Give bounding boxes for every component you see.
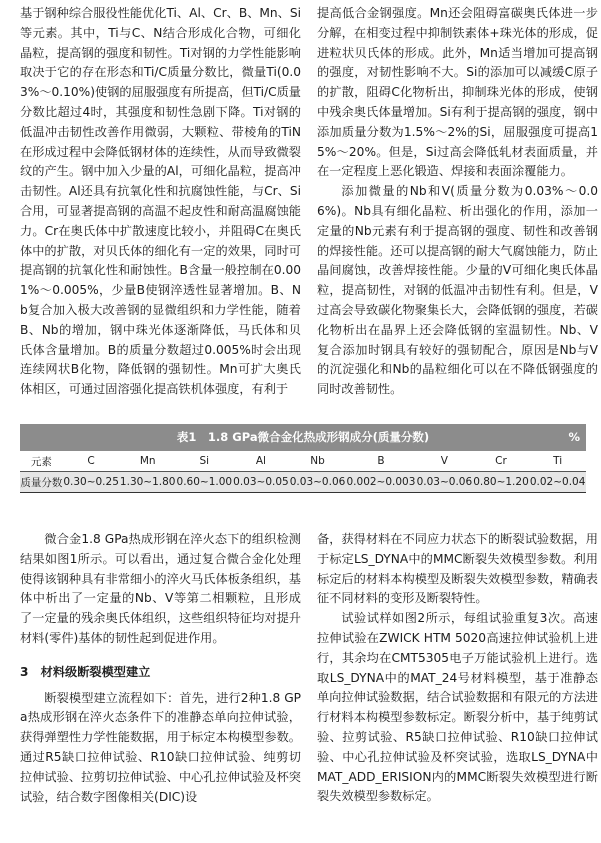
header-ti: Ti xyxy=(553,455,563,467)
cell-cr: 0.80~1.20 xyxy=(473,476,529,488)
cell-al: 0.03~0.05 xyxy=(233,476,289,488)
left-column-bottom xyxy=(20,530,301,807)
paragraph-test-specimens: 试验试样如图2所示，每组试验重复3次。高速拉伸试验在ZWICK HTM 5020高速拉伸试验机上进行，其余均在CMT5305电子万能试验机上进行。选取LS_DYNA中的MAT_24号材料模型，基于准静态单向拉伸试验数据，结合试验数据和有限元的方法进行材料本构模型参数标定。断裂分析中，基于纯剪试验、拉剪试验、R5缺口拉伸试验、R10缺口拉伸试验、中心孔拉伸试验及杯突试验，选取LS_DYNA中MAT_ADD_ERISION内的MMC断裂失效模型进行断裂失效模型参数标定。 xyxy=(317,611,598,804)
header-cr: Cr xyxy=(495,455,507,467)
row-label: 质量分数 xyxy=(20,476,63,489)
table-title-bar xyxy=(20,424,586,451)
cell-v: 0.03~0.06 xyxy=(416,476,473,488)
header-nb: Nb xyxy=(310,455,325,467)
cell-ti: 0.02~0.04 xyxy=(529,476,586,488)
header-al: Al xyxy=(255,455,266,467)
cell-mn: 1.30~1.80 xyxy=(119,476,176,488)
cell-b: 0.002~0.003 xyxy=(346,476,416,488)
table-row xyxy=(20,472,586,493)
paragraph-microstructure: 微合金1.8 GPa热成形钢在淬火态下的组织检测结果如图1所示。可以看出，通过复合微合金化处理使得该钢种具有非常细小的淬火马氏体板条组织，基体中析出了一定量的Nb、V等第二相颗粒，且形成了一定量的残余奥氏体组织，这些组织特征均对提升材料(零件)基体的韧性起到促进作用。 xyxy=(20,532,301,645)
right-column-top xyxy=(317,4,598,400)
table-unit: % xyxy=(568,430,580,444)
paragraph-nb-v: 添加微量的Nb和V(质量分数为0.03%～0.06%)。Nb具有细化晶粒、析出强化的作用，添加一定量的Nb元素有利于提高钢的强度、韧性和改善钢的焊接性能。还可以提高钢的耐大气腐蚀能力，防止晶间腐蚀，改善焊接性能。少量的V可细化奥氏体晶粒，提高韧性，对钢的低温冲击韧性有利。但是，V过高会导致碳化物聚集长大，会降低钢的强度，若碳化物析出在晶界上还会降低钢的室温韧性。Nb、V复合添加时钢具有较好的强韧配合，原因是Nb与V的沉淀强化和Nb的晶粒细化可以在不降低钢强度的同时改善韧性。 xyxy=(317,184,598,397)
paragraph-mmc-calibration: 备，获得材料在不同应力状态下的断裂试验数据，用于标定LS_DYNA中的MMC断裂失效模型参数。利用标定后的材料本构模型及断裂失效模型参数，精确表征不同材料的变形及断裂特性。 xyxy=(317,532,598,606)
right-column-bottom xyxy=(317,530,598,807)
paragraph-alloying-elements: 基于钢种综合服役性能优化Ti、Al、Cr、B、Mn、Si等元素。其中，Ti与C、N结合形成化合物，可细化晶粒，提高钢的强度和韧性。Ti对钢的力学性能影响取决于它的存在形态和Ti/C质量分数比，微量Ti(0.03%～0.10%)使钢的屈服强度有所提高，但Ti/C质量分数比超过4时，其强度和韧性急剧下降。Ti对钢的低温冲击韧性改善作用微弱，大颗粒、带棱角的TiN在形成过程中会降低钢材体的连续性，从而导致微裂纹的产生。钢中加入少量的Al，可细化晶粒，提高冲击韧性。Al还具有抗氧化性和抗腐蚀性能，与Cr、Si合用，可显著提高钢的高温不起皮性和耐高温腐蚀能力。Cr在奥氏体中扩散速度比较小，并阻碍C在奥氏体中的扩散，对贝氏体的细化有一定的效果，同时可提高钢的抗氧化性和耐蚀性。B含量一般控制在0.001%～0.005%，少量B使钢淬透性显著增加。B、Nb复合加入极大改善钢的显微组织和力学性能，随着B、Nb的增加，钢中珠光体逐渐降低，马氏体和贝氏体含量增加。B的质量分数超过0.005%时会出现连续网状B化物，降低钢的强韧性。Mn可扩大奥氏体相区，可通过固溶强化提高铁机体强度，有利于 xyxy=(20,6,301,397)
cell-c: 0.30~0.25 xyxy=(63,476,119,488)
paragraph-fracture-model: 断裂模型建立流程如下：首先，进行2种1.8 GPa热成形钢在淬火态条件下的准静态单向拉伸试验，获得弹塑性力学性能数据，用于标定本构模型参数。通过R5缺口拉伸试验、R10缺口拉伸试验、纯剪切拉伸试验、拉剪切拉伸试验、中心孔拉伸试验及杯突试验，结合数字图像相关(DIC)设 xyxy=(20,690,301,804)
header-si: Si xyxy=(199,455,210,467)
section-heading: 3 材料级断裂模型建立 xyxy=(20,664,151,679)
composition-grid xyxy=(20,451,586,493)
header-element: 元素 xyxy=(30,455,52,468)
header-b: B xyxy=(377,455,385,467)
table-title: 表1 1.8 GPa微合金化热成形钢成分(质量分数) xyxy=(176,430,430,444)
left-column-top xyxy=(20,4,301,400)
header-mn: Mn xyxy=(139,455,156,467)
header-v: V xyxy=(440,455,448,467)
composition-table xyxy=(20,424,586,493)
header-c: C xyxy=(87,455,95,467)
cell-nb: 0.03~0.06 xyxy=(289,476,346,488)
table-header-row xyxy=(20,451,586,472)
paragraph-mn-si: 提高低合金钢强度。Mn还会阻碍富碳奥氏体进一步分解，在相变过程中抑制铁素体+珠光体的形成，促进粒状贝氏体的形成。此外，Mn适当增加可提高钢的强度，对韧性影响不大。Si的添加可以减缓C原子的扩散，阻碍C化物析出，抑制珠光体的形成，使钢中残余奥氏体量增加。Si有利于提高钢的强度，钢中添加质量分数为1.5%～2%的Si，屈服强度可提高15%～20%。但是，Si过高会降低轧材表面质量，并在一定程度上恶化锻造、焊接和表面涂覆能力。 xyxy=(317,6,598,179)
cell-si: 0.60~1.00 xyxy=(176,476,233,488)
